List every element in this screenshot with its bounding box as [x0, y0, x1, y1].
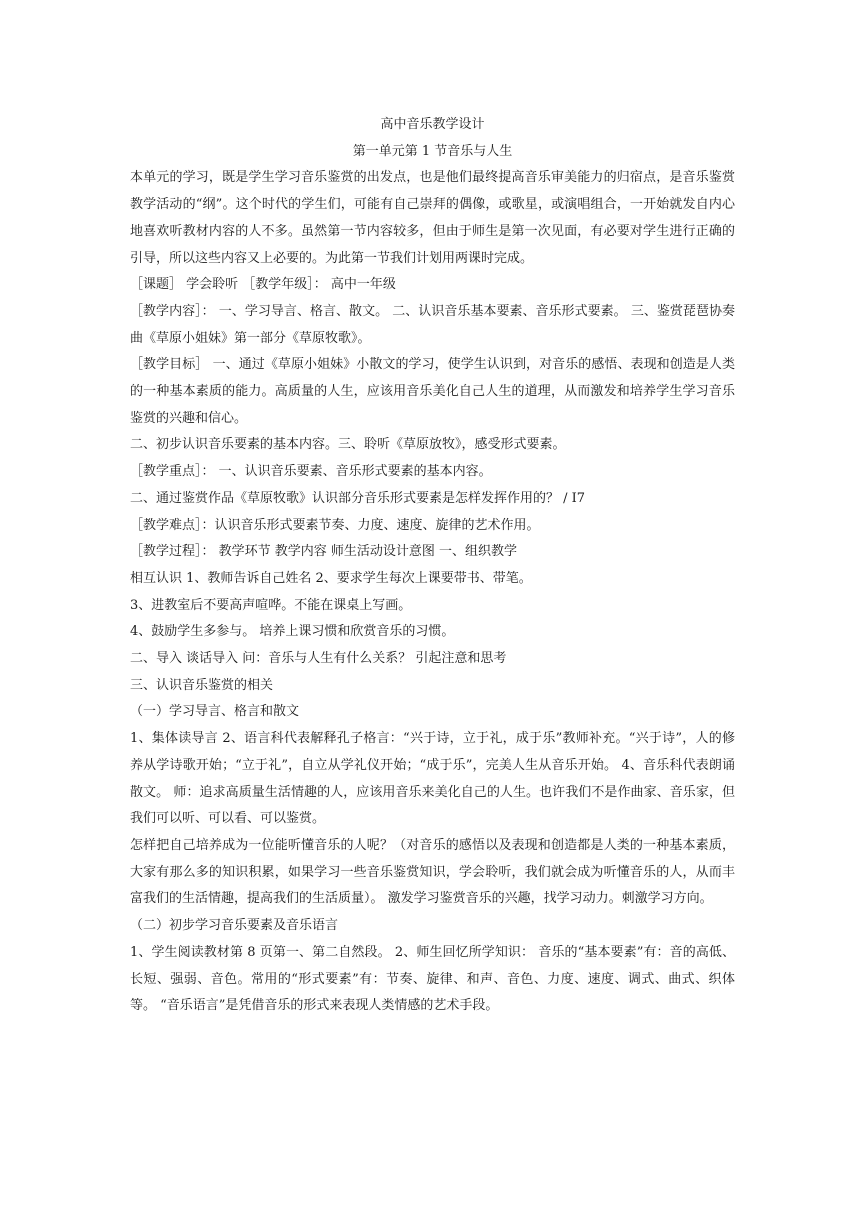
paragraph-step-4: 4、鼓励学生多参与。 培养上课习惯和欣赏音乐的习惯。 — [130, 624, 455, 640]
paragraph-goal-2: 二、初步认识音乐要素的基本内容。三、聆听《草原放牧》，感受形式要素。 — [130, 437, 566, 453]
paragraph-key-point-2: 二、通过鉴赏作品《草原牧歌》认识部分音乐形式要素是怎样发挥作用的？ / I7 — [130, 490, 586, 506]
paragraph-elements: 1、学生阅读教材第 8 页第一、第二自然段。 2、师生回忆所学知识： 音乐的“基本要素”有：音的高低、长短、强弱、音色。常用的“形式要素”有：节奏、旋律、和声、音色、力度、速度、调式、曲式、织体等。 “音乐语言”是凭借音乐的形式来表现人类情感的艺术手段。 — [130, 944, 735, 1014]
paragraph-section-3: 三、认识音乐鉴赏的相关 — [130, 677, 274, 693]
document-title: 高中音乐教学设计 — [380, 117, 485, 132]
paragraph-question: 怎样把自己培养成为一位能听懂音乐的人呢？（对音乐的感悟以及表现和创造都是人类的一种基本素质，大家有那么多的知识积累，如果学习一些音乐鉴赏知识，学会聆听，我们就会成为听懂音乐的人，从而丰富我们的生活情趣，提高我们的生活质量）。 激发学习鉴赏音乐的兴趣，找学习动力。刺激学习方向。 — [130, 837, 735, 907]
paragraph-goal: ［教学目标］ 一、通过《草原小姐妹》小散文的学习，使学生认识到，对音乐的感悟、表现和创造是人类的一种基本素质的能力。高质量的人生，应该用音乐美化自己人生的道理，从而激发和培养学生学习音乐鉴赏的兴趣和信心。 — [130, 357, 735, 426]
paragraph-subsection-2: （二）初步学习音乐要素及音乐语言 — [130, 918, 339, 934]
document-subtitle: 第一单元第 1 节音乐与人生 — [352, 143, 513, 159]
paragraph-key-point: ［教学重点］： 一、认识音乐要素、音乐形式要素的基本内容。 — [130, 464, 492, 480]
paragraph-intro: 本单元的学习，既是学生学习音乐鉴赏的出发点，也是他们最终提高音乐审美能力的归宿点，是音乐鉴赏教学活动的“纲”。这个时代的学生们，可能有自己崇拜的偶像，或歌星，或演唱组合，一开始就发自内心地喜欢听教材内容的人不多。虽然第一节内容较多，但由于师生是第一次见面，有必要对学生进行正确的引导，所以这些内容又上必要的。为此第一节我们计划用两课时完成。 — [130, 170, 735, 266]
paragraph-intro-talk: 二、导入 谈话导入 问：音乐与人生有什么关系？ 引起注意和思考 — [130, 651, 507, 667]
paragraph-topic: ［课题］ 学会聆听 ［教学年级］： 高中一年级 — [130, 277, 396, 293]
paragraph-difficulty: ［教学难点］：认识音乐形式要素节奏、力度、速度、旋律的艺术作用。 — [130, 517, 540, 533]
paragraph-step-3: 3、进教室后不要高声喧哗。不能在课桌上写画。 — [130, 597, 412, 613]
document-page — [130, 112, 735, 1020]
paragraph-content: ［教学内容］： 一、学习导言、格言、散文。 二、认识音乐基本要素、音乐形式要素。 三、鉴赏琵琶协奏曲《草原小姐妹》第一部分《草原牧歌》。 — [130, 303, 735, 346]
paragraph-subsection-1: （一）学习导言、格言和散文 — [130, 704, 300, 720]
paragraph-process: ［教学过程］： 教学环节 教学内容 师生活动设计意图 一、组织教学 — [130, 544, 518, 560]
paragraph-step-1: 相互认识 1、教师告诉自己姓名 2、要求学生每次上课要带书、带笔。 — [130, 570, 532, 586]
paragraph-reading: 1、集体读导言 2、语言科代表解释孔子格言：“兴于诗，立于礼，成于乐”教师补充。“兴于诗”，人的修养从学诗歌开始；“立于礼”，自立从学礼仪开始；“成于乐”，完美人生从音乐开始。 4、音乐科代表朗诵散文。 师：追求高质量生活情趣的人，应该用音乐来美化自己的人生。也许我们不是作曲家、音乐家，但我们可以听、可以看、可以鉴赏。 — [130, 731, 735, 827]
